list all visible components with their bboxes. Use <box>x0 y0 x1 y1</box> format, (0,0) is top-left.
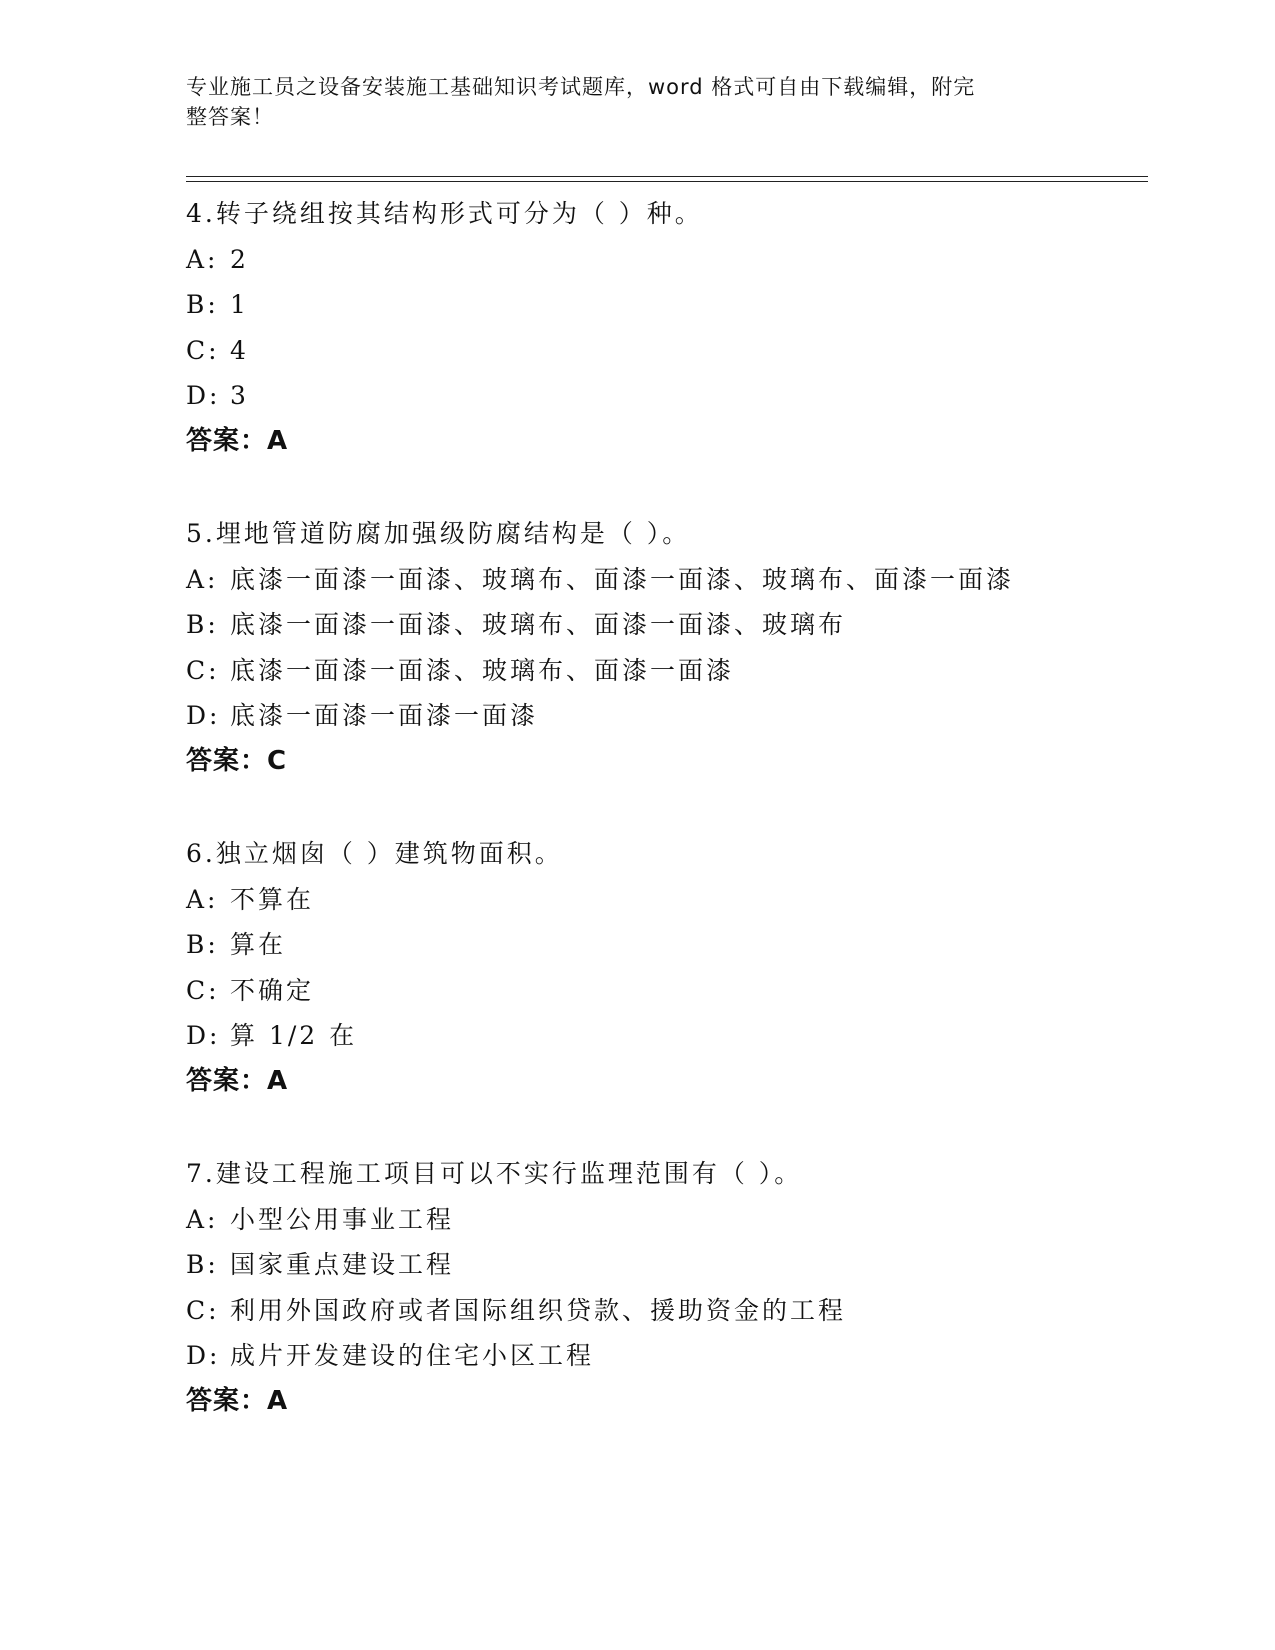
option-a <box>186 877 1148 923</box>
option-key: A: <box>186 564 219 594</box>
question-text: 5.埋地管道防腐加强级防腐结构是（ ）。 <box>186 519 691 548</box>
question-text: 4.转子绕组按其结构形式可分为（ ）种。 <box>186 199 703 228</box>
option-text: 底漆一面漆一面漆、玻璃布、面漆一面漆 <box>230 655 735 685</box>
option-text: 不确定 <box>230 975 315 1005</box>
option-key: D: <box>186 1341 221 1370</box>
question-text: 7.建设工程施工项目可以不实行监理范围有（ ）。 <box>186 1159 803 1188</box>
option-key: C: <box>186 1295 220 1325</box>
option-key: C: <box>186 975 220 1005</box>
option-b <box>186 602 1148 648</box>
answer-text: 答案：A <box>186 1065 289 1096</box>
option-a <box>186 237 1148 283</box>
option-key: A: <box>186 1204 219 1234</box>
option-key: B: <box>186 1250 219 1279</box>
option-key: A: <box>186 244 219 274</box>
option-c <box>186 968 1148 1014</box>
question-block <box>186 511 1148 784</box>
option-key: A: <box>186 884 219 914</box>
option-c <box>186 1288 1148 1334</box>
option-key: C: <box>186 335 220 365</box>
option-key: D: <box>186 381 221 410</box>
option-text: 2 <box>230 244 249 274</box>
answer-text: 答案：C <box>186 745 288 776</box>
option-text: 4 <box>230 335 249 365</box>
question-list <box>186 191 1148 1471</box>
option-b <box>186 1242 1148 1288</box>
option-text: 底漆一面漆一面漆、玻璃布、面漆一面漆、玻璃布 <box>230 610 847 639</box>
option-d <box>186 1333 1148 1379</box>
option-key: B: <box>186 610 219 639</box>
answer-text: 答案：A <box>186 1385 289 1416</box>
question-block <box>186 831 1148 1104</box>
option-b <box>186 922 1148 968</box>
question-text: 6.独立烟囱（ ）建筑物面积。 <box>186 839 563 868</box>
header-divider-thin <box>186 181 1148 182</box>
option-text: 底漆一面漆一面漆一面漆 <box>230 701 539 730</box>
option-key: B: <box>186 930 219 959</box>
option-c <box>186 648 1148 694</box>
option-text: 算在 <box>230 930 287 959</box>
option-text: 利用外国政府或者国际组织贷款、援助资金的工程 <box>230 1295 847 1325</box>
question-block <box>186 191 1148 464</box>
header-divider-thick <box>186 176 1148 177</box>
header-line-1: 专业施工员之设备安装施工基础知识考试题库，word 格式可自由下载编辑，附完 <box>186 75 976 99</box>
option-b <box>186 282 1148 328</box>
option-d <box>186 373 1148 419</box>
option-key: D: <box>186 1021 221 1050</box>
option-d <box>186 1013 1148 1059</box>
question-block <box>186 1151 1148 1424</box>
option-a <box>186 557 1148 603</box>
option-text: 1 <box>230 290 249 319</box>
option-text: 3 <box>230 381 249 410</box>
option-d <box>186 693 1148 739</box>
option-key: D: <box>186 701 221 730</box>
option-key: B: <box>186 290 219 319</box>
option-text: 不算在 <box>230 884 315 914</box>
header-line-2: 整答案！ <box>186 105 274 129</box>
option-a <box>186 1197 1148 1243</box>
option-text: 算 1/2 在 <box>230 1021 358 1050</box>
option-text: 小型公用事业工程 <box>230 1204 455 1234</box>
option-text: 国家重点建设工程 <box>230 1250 455 1279</box>
document-header <box>186 72 1066 132</box>
option-key: C: <box>186 655 220 685</box>
option-c <box>186 328 1148 374</box>
option-text: 底漆一面漆一面漆、玻璃布、面漆一面漆、玻璃布、面漆一面漆 <box>230 564 1015 594</box>
answer-text: 答案：A <box>186 425 289 456</box>
option-text: 成片开发建设的住宅小区工程 <box>230 1341 595 1370</box>
